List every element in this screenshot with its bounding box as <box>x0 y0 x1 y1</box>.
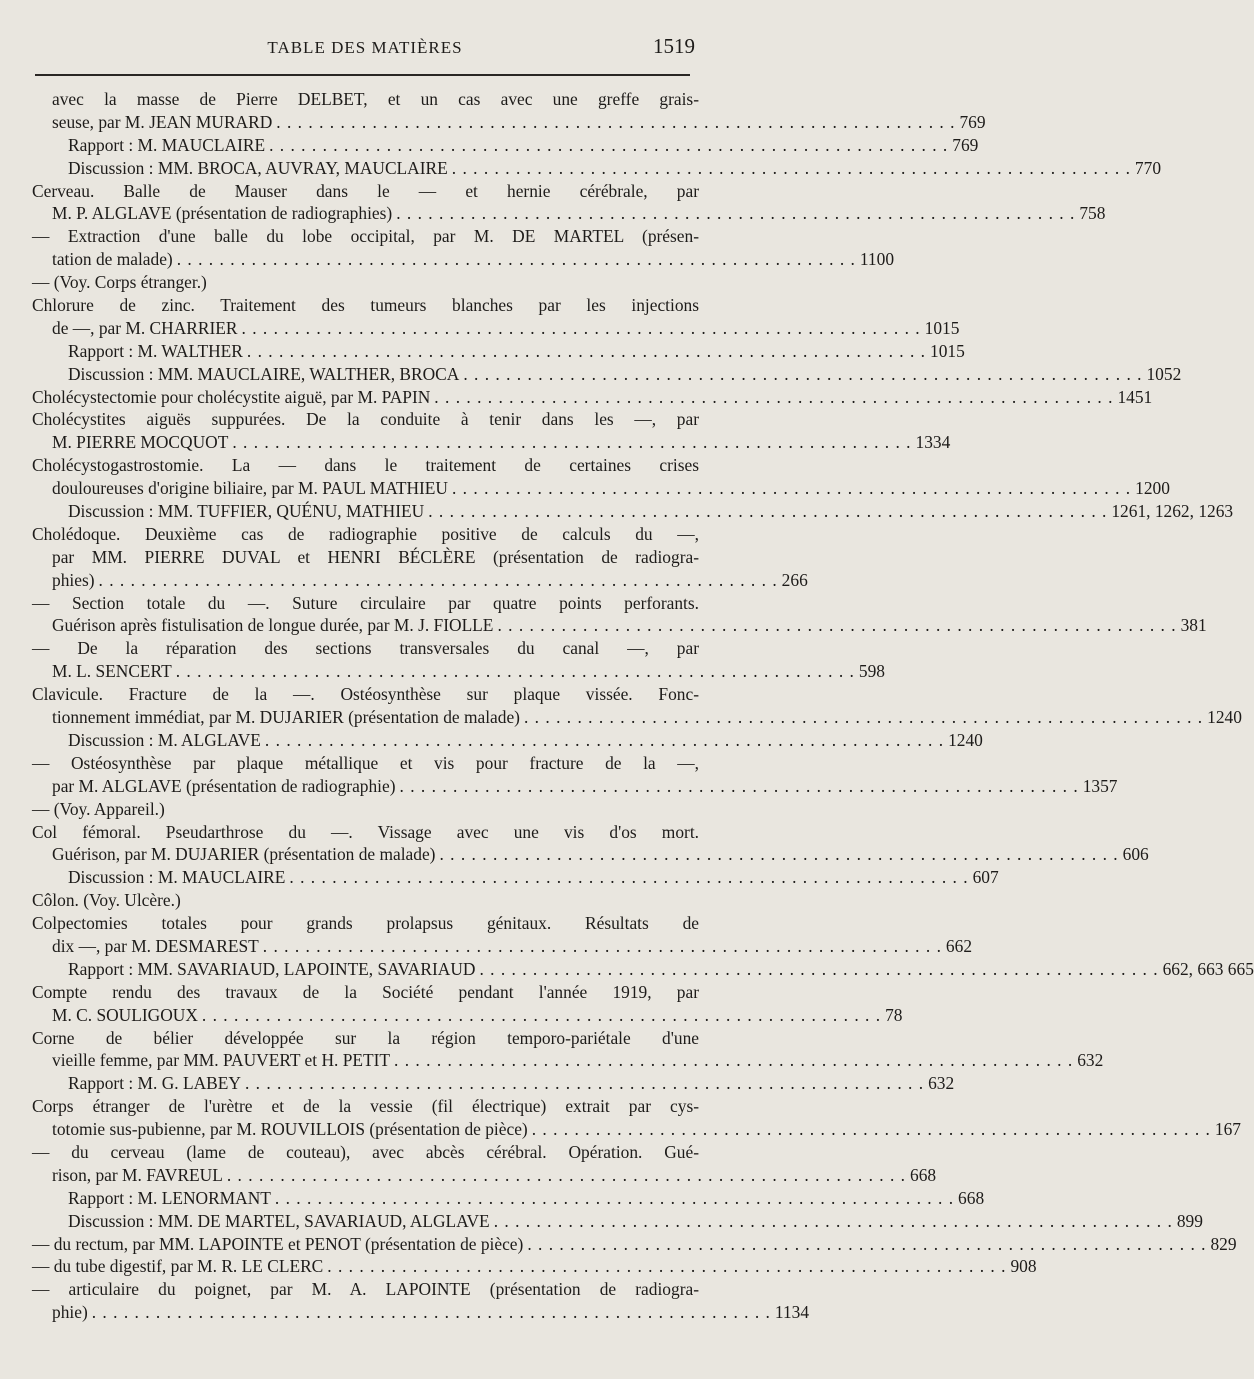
entry-text: M. PIERRE MOCQUOT <box>52 432 229 453</box>
entry-text: tation de malade) <box>52 249 173 270</box>
entry-text: Discussion : MM. DE MARTEL, SAVARIAUD, ALGLAVE <box>68 1210 490 1231</box>
index-line <box>32 134 979 157</box>
index-line <box>32 1072 955 1095</box>
index-line <box>32 111 986 134</box>
page-reference: 1357 <box>1082 775 1118 796</box>
dot-leader <box>394 1049 1073 1072</box>
index-line <box>32 431 951 454</box>
entry-text: rison, par M. FAVREUL <box>52 1164 223 1185</box>
page-reference: 266 <box>781 569 808 590</box>
page-reference: 1200 <box>1135 478 1170 499</box>
entry-text: Guérison après fistulisation de longue durée, par M. J. FIOLLE <box>52 615 494 636</box>
entry-text: par M. ALGLAVE (présentation de radiographie) <box>52 775 396 796</box>
page-reference: 1240 <box>1207 707 1242 728</box>
page-reference: 381 <box>1180 615 1207 636</box>
page-reference: 770 <box>1134 157 1162 178</box>
index-line <box>32 1187 985 1210</box>
entry-text: tionnement immédiat, par M. DUJARIER (présentation de malade) <box>52 707 520 728</box>
index-line <box>32 386 1153 409</box>
dot-leader <box>177 248 856 271</box>
index-line <box>32 981 699 1004</box>
dot-leader <box>463 363 1142 386</box>
header-rule <box>35 74 690 76</box>
entry-text: M. L. SENCERT <box>52 661 172 682</box>
index-line <box>32 843 1149 866</box>
index-line <box>32 866 999 889</box>
index-line <box>32 683 699 706</box>
entry-text: douloureuses d'origine biliaire, par M. PAUL MATHIEU <box>52 478 448 499</box>
entry-text: Rapport : M. LENORMANT <box>68 1187 271 1208</box>
index-line <box>32 180 699 203</box>
page-reference: 598 <box>858 661 885 682</box>
dot-leader <box>452 157 1131 180</box>
index-line <box>32 317 960 340</box>
index-line <box>32 1118 1241 1141</box>
entry-text: Discussion : MM. TUFFIER, QUÉNU, MATHIEU <box>68 501 425 522</box>
page-reference: 607 <box>972 867 999 888</box>
dot-leader <box>276 111 955 134</box>
index-line <box>32 363 1182 386</box>
entry-text: — Extraction d'une balle du lobe occipital, par M. DE MARTEL (présen- <box>32 226 699 247</box>
dot-leader <box>232 431 911 454</box>
entry-text: Côlon. (Voy. Ulcère.) <box>32 890 181 911</box>
index-line <box>32 798 699 821</box>
dot-leader <box>396 202 1075 225</box>
index-line <box>32 637 699 660</box>
dot-leader <box>452 477 1131 500</box>
entry-text: — De la réparation des sections transversales du canal —, par <box>32 638 699 659</box>
dot-leader <box>479 958 1158 981</box>
index-line <box>32 340 965 363</box>
entry-text: Discussion : M. MAUCLAIRE <box>68 867 286 888</box>
index-line <box>32 1233 1237 1256</box>
index-line <box>32 752 699 775</box>
dot-leader <box>428 500 1107 523</box>
index-line <box>32 729 983 752</box>
dot-leader <box>92 1301 771 1324</box>
index-line <box>32 1278 699 1301</box>
index-line <box>32 248 895 271</box>
page-reference: 1240 <box>948 729 983 750</box>
entry-text: Corne de bélier développée sur la région temporo-pariétale d'une <box>32 1027 699 1048</box>
index-line <box>32 706 1242 729</box>
dot-leader <box>176 660 855 683</box>
entry-text: Clavicule. Fracture de la —. Ostéosynthèse sur plaque vissée. Fonc- <box>32 684 699 705</box>
page-reference: 1015 <box>924 317 960 338</box>
index-line <box>32 500 1234 523</box>
entry-text: Cholécystogastrostomie. La — dans le traitement de certaines crises <box>32 455 699 476</box>
dot-leader <box>263 935 942 958</box>
page-reference: 1261, 1262, 1263 <box>1111 501 1234 522</box>
dot-leader <box>494 1210 1173 1233</box>
page-reference: 78 <box>885 1004 903 1025</box>
entry-text: Rapport : M. G. LABEY <box>68 1073 241 1094</box>
entry-text: de —, par M. CHARRIER <box>52 317 238 338</box>
entry-text: Chlorure de zinc. Traitement des tumeurs blanches par les injections <box>32 295 699 316</box>
entry-text: Discussion : MM. MAUCLAIRE, WALTHER, BROCA <box>68 363 460 384</box>
index-line <box>32 1049 1104 1072</box>
dot-leader <box>439 843 1118 866</box>
entry-text: Rapport : M. WALTHER <box>68 340 243 361</box>
index-line <box>32 294 699 317</box>
index-line <box>32 523 699 546</box>
entry-text: vieille femme, par MM. PAUVERT et H. PETIT <box>52 1050 391 1071</box>
index-line <box>32 1255 1037 1278</box>
index-line <box>32 1141 699 1164</box>
page-reference: 829 <box>1210 1233 1237 1254</box>
index-line <box>32 546 699 569</box>
index-line <box>32 408 699 431</box>
entry-text: avec la masse de Pierre DELBET, et un cas avec une greffe grais- <box>52 89 699 109</box>
entry-text: Cholécystites aiguës suppurées. De la conduite à tenir dans les —, par <box>32 409 699 430</box>
dot-leader <box>227 1164 906 1187</box>
index-line <box>32 271 699 294</box>
page-reference: 632 <box>1077 1050 1104 1071</box>
page-reference: 1134 <box>774 1302 810 1323</box>
entry-text: — (Voy. Corps étranger.) <box>32 272 207 293</box>
index-line <box>32 202 1106 225</box>
entry-text: Cholécystectomie pour cholécystite aiguë, par M. PAPIN <box>32 386 431 407</box>
index-line <box>32 477 1170 500</box>
index-line <box>32 660 885 683</box>
index-line <box>32 821 699 844</box>
dot-leader <box>497 614 1176 637</box>
entry-text: seuse, par M. JEAN MURARD <box>52 111 273 132</box>
index-line <box>32 1210 1203 1233</box>
page-reference: 668 <box>910 1164 937 1185</box>
page-reference: 899 <box>1176 1210 1203 1231</box>
dot-leader <box>434 386 1113 409</box>
index-line <box>32 1301 810 1324</box>
entry-text: M. C. SOULIGOUX <box>52 1004 198 1025</box>
entry-text: Cholédoque. Deuxième cas de radiographie positive de calculs du —, <box>32 523 699 544</box>
page-reference: 1334 <box>915 432 951 453</box>
entry-text: Guérison, par M. DUJARIER (présentation de malade) <box>52 844 436 865</box>
page-reference: 1015 <box>930 340 965 361</box>
index-line <box>32 454 699 477</box>
index-line <box>32 1027 699 1050</box>
entry-text: — du rectum, par MM. LAPOINTE et PENOT (présentation de pièce) <box>32 1233 524 1254</box>
entry-text: Rapport : M. MAUCLAIRE <box>68 134 266 155</box>
dot-leader <box>245 1072 924 1095</box>
index-line <box>32 958 1254 981</box>
entry-text: Compte rendu des travaux de la Société pendant l'année 1919, par <box>32 981 699 1002</box>
entry-text: Corps étranger de l'urètre et de la vessie (fil électrique) extrait par cys- <box>32 1096 699 1117</box>
entry-text: phie) <box>52 1302 88 1323</box>
entry-text: — (Voy. Appareil.) <box>32 798 165 819</box>
page-reference: 662, 663 665 <box>1162 958 1254 979</box>
index-entries <box>32 88 1254 1324</box>
page-reference: 662 <box>945 935 973 956</box>
index-line <box>32 614 1207 637</box>
index-line <box>32 569 808 592</box>
entry-text: Cerveau. Balle de Mauser dans le — et hernie cérébrale, par <box>32 180 699 201</box>
index-line <box>32 225 699 248</box>
dot-leader <box>269 134 948 157</box>
dot-leader <box>527 1233 1206 1256</box>
entry-text: Discussion : M. ALGLAVE <box>68 729 261 750</box>
index-line <box>32 88 699 111</box>
entry-text: — articulaire du poignet, par M. A. LAPOINTE (présentation de radiogra- <box>32 1279 699 1300</box>
entry-text: M. P. ALGLAVE (présentation de radiographies) <box>52 203 393 224</box>
index-line <box>32 889 699 912</box>
page-number: 1519 <box>653 34 695 58</box>
entry-text: Rapport : MM. SAVARIAUD, LAPOINTE, SAVARIAUD <box>68 958 476 979</box>
entry-text: dix —, par M. DESMAREST <box>52 935 259 956</box>
page-reference: 908 <box>1010 1256 1037 1277</box>
index-line <box>32 1095 699 1118</box>
dot-leader <box>275 1187 954 1210</box>
page-reference: 758 <box>1079 203 1106 224</box>
index-line <box>32 935 973 958</box>
entry-text: Col fémoral. Pseudarthrose du —. Vissage avec une vis d'os mort. <box>32 821 699 842</box>
index-line <box>32 775 1118 798</box>
page-reference: 1052 <box>1146 363 1182 384</box>
page-reference: 668 <box>958 1187 985 1208</box>
entry-text: — Ostéosynthèse par plaque métallique et vis pour fracture de la —, <box>32 752 699 773</box>
index-line <box>32 1004 903 1027</box>
index-line <box>32 157 1162 180</box>
entry-text: — Section totale du —. Suture circulaire par quatre points perforants. <box>32 592 699 613</box>
dot-leader <box>289 866 968 889</box>
entry-text: Colpectomies totales pour grands prolapsus génitaux. Résultats de <box>32 913 699 934</box>
dot-leader <box>265 729 944 752</box>
running-title: TABLE DES MATIÈRES <box>267 38 463 57</box>
dot-leader <box>532 1118 1211 1141</box>
entry-text: — du tube digestif, par M. R. LE CLERC <box>32 1256 324 1277</box>
entry-text: — du cerveau (lame de couteau), avec abcès cérébral. Opération. Gué- <box>32 1141 699 1162</box>
page-header <box>35 34 695 64</box>
dot-leader <box>327 1255 1006 1278</box>
entry-text: phies) <box>52 569 95 590</box>
entry-text: Discussion : MM. BROCA, AUVRAY, MAUCLAIRE <box>68 157 448 178</box>
page-reference: 167 <box>1214 1119 1241 1140</box>
index-line <box>32 912 699 935</box>
page-reference: 769 <box>952 134 979 155</box>
entry-text: par MM. PIERRE DUVAL et HENRI BÉCLÈRE (présentation de radiogra- <box>52 546 699 567</box>
page-reference: 1451 <box>1117 386 1153 407</box>
page-reference: 606 <box>1122 844 1149 865</box>
page-reference: 1100 <box>859 249 895 270</box>
index-line <box>32 592 699 615</box>
dot-leader <box>247 340 926 363</box>
entry-text: totomie sus-pubienne, par M. ROUVILLOIS (présentation de pièce) <box>52 1119 528 1140</box>
dot-leader <box>242 317 921 340</box>
dot-leader <box>99 569 778 592</box>
dot-leader <box>524 706 1203 729</box>
dot-leader <box>400 775 1079 798</box>
page-reference: 769 <box>959 111 986 132</box>
page-reference: 632 <box>928 1073 955 1094</box>
dot-leader <box>202 1004 881 1027</box>
index-line <box>32 1164 937 1187</box>
